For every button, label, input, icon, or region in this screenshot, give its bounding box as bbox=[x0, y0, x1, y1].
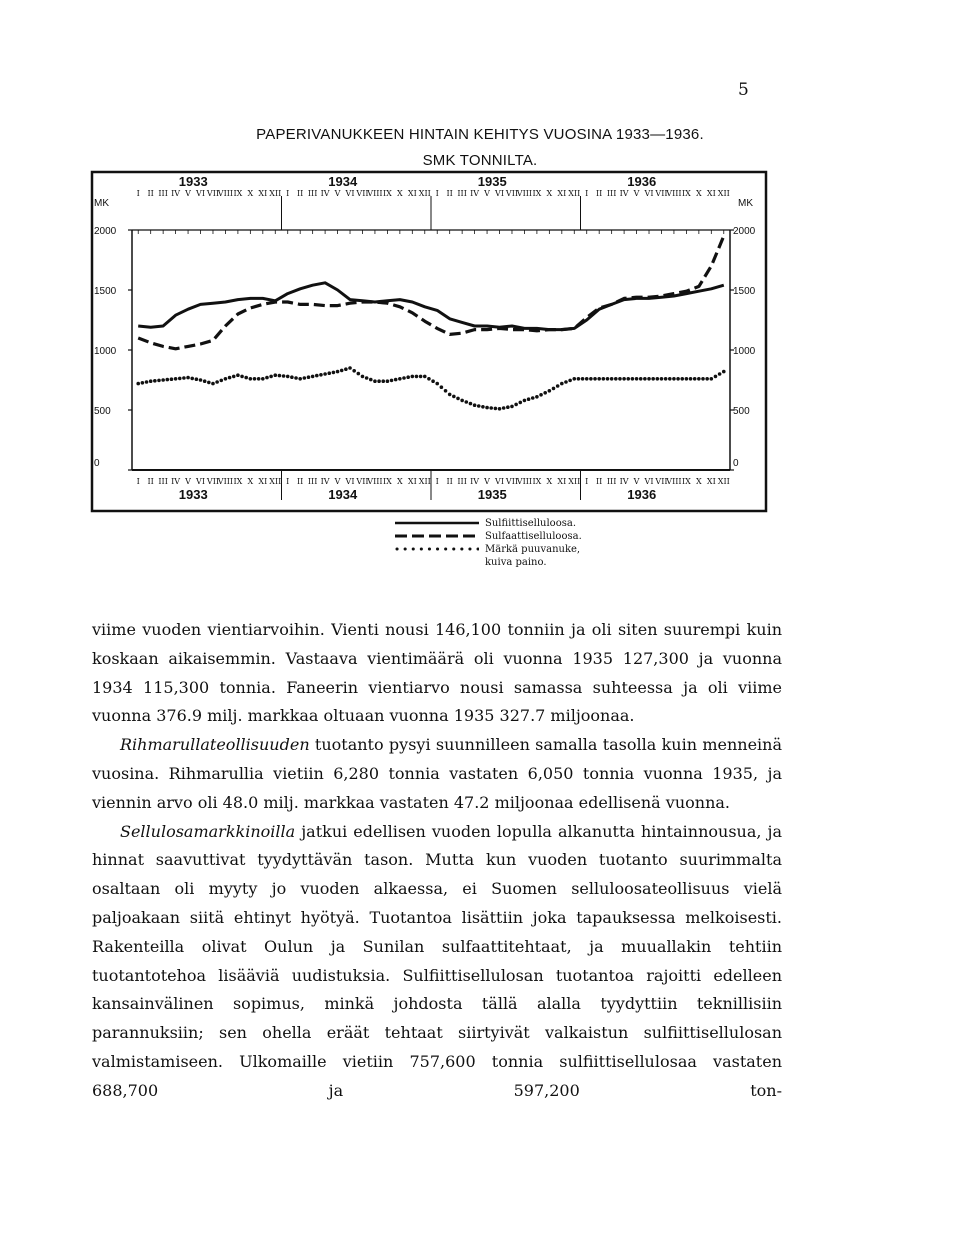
series-point-puuvanuke bbox=[136, 382, 140, 386]
series-point-puuvanuke bbox=[319, 373, 323, 377]
series-point-puuvanuke bbox=[178, 377, 182, 381]
month-label-top: III bbox=[158, 189, 168, 198]
series-point-puuvanuke bbox=[427, 377, 431, 381]
series-point-puuvanuke bbox=[552, 387, 556, 391]
month-label-top: I bbox=[286, 189, 290, 198]
series-point-puuvanuke bbox=[269, 375, 273, 379]
series-point-puuvanuke bbox=[352, 369, 356, 373]
series-point-puuvanuke bbox=[714, 375, 718, 379]
month-label-top: VI bbox=[345, 189, 355, 198]
chart-frame bbox=[92, 172, 766, 511]
series-point-puuvanuke bbox=[215, 380, 219, 384]
month-label-bottom: VI bbox=[644, 477, 654, 486]
month-label-top: III bbox=[457, 189, 467, 198]
year-label-top: 1933 bbox=[178, 174, 208, 189]
series-point-puuvanuke bbox=[286, 375, 290, 379]
series-point-puuvanuke bbox=[348, 366, 352, 370]
month-label-top: IX bbox=[233, 189, 243, 198]
body-text bbox=[92, 616, 782, 1106]
month-label-top: VII bbox=[356, 189, 369, 198]
series-point-puuvanuke bbox=[195, 377, 199, 381]
series-point-puuvanuke bbox=[224, 377, 228, 381]
series-point-puuvanuke bbox=[182, 376, 186, 380]
series-point-puuvanuke bbox=[622, 377, 626, 381]
month-label-bottom: VI bbox=[345, 477, 355, 486]
series-point-puuvanuke bbox=[240, 375, 244, 379]
series-point-puuvanuke bbox=[469, 402, 473, 406]
month-label-top: XI bbox=[258, 189, 268, 198]
series-point-puuvanuke bbox=[523, 399, 527, 403]
series-point-puuvanuke bbox=[701, 377, 705, 381]
series-point-puuvanuke bbox=[431, 379, 435, 383]
series-point-puuvanuke bbox=[527, 397, 531, 401]
series-point-puuvanuke bbox=[357, 372, 361, 376]
price-chart bbox=[90, 170, 770, 515]
month-label-bottom: IX bbox=[681, 477, 691, 486]
legend-sublabel: kuiva paino. bbox=[485, 557, 547, 568]
series-point-puuvanuke bbox=[253, 377, 257, 381]
y-tick-label-left: 2000 bbox=[94, 226, 117, 237]
month-label-bottom: XI bbox=[407, 477, 417, 486]
paragraph-3 bbox=[92, 818, 782, 1106]
month-label-top: XII bbox=[418, 189, 431, 198]
month-label-top: III bbox=[307, 189, 318, 198]
y-tick-label-right: 1000 bbox=[733, 346, 756, 357]
month-label-bottom: X bbox=[397, 477, 403, 486]
series-point-puuvanuke bbox=[332, 371, 336, 375]
month-label-bottom: IX bbox=[532, 477, 542, 486]
series-point-puuvanuke bbox=[165, 378, 169, 382]
paragraph-2 bbox=[92, 731, 782, 817]
series-point-puuvanuke bbox=[394, 378, 398, 382]
series-point-puuvanuke bbox=[261, 377, 265, 381]
series-point-puuvanuke bbox=[668, 377, 672, 381]
series-point-puuvanuke bbox=[473, 403, 477, 407]
series-point-puuvanuke bbox=[581, 377, 585, 381]
month-label-bottom: IV bbox=[171, 477, 181, 486]
series-point-puuvanuke bbox=[186, 376, 190, 380]
month-label-top: VII bbox=[505, 189, 519, 198]
series-point-puuvanuke bbox=[477, 404, 481, 408]
month-label-top: III bbox=[606, 189, 617, 198]
month-label-bottom: IV bbox=[619, 477, 629, 486]
series-point-puuvanuke bbox=[298, 377, 302, 381]
series-point-puuvanuke bbox=[685, 377, 689, 381]
legend-label: Sulfiittiselluloosa. bbox=[485, 518, 576, 529]
series-point-puuvanuke bbox=[618, 377, 622, 381]
month-label-top: I bbox=[585, 189, 589, 198]
series-point-puuvanuke bbox=[502, 406, 506, 410]
series-point-puuvanuke bbox=[577, 377, 581, 381]
series-point-puuvanuke bbox=[697, 377, 701, 381]
y-tick-label-left: 1500 bbox=[94, 286, 117, 297]
series-point-puuvanuke bbox=[464, 400, 468, 404]
series-point-puuvanuke bbox=[435, 382, 439, 386]
series-point-puuvanuke bbox=[390, 379, 394, 383]
series-point-puuvanuke bbox=[693, 377, 697, 381]
series-point-puuvanuke bbox=[273, 373, 277, 377]
month-label-top: IV bbox=[470, 189, 480, 198]
series-point-puuvanuke bbox=[448, 393, 452, 397]
month-label-bottom: V bbox=[334, 477, 341, 486]
series-point-puuvanuke bbox=[631, 377, 635, 381]
month-label-bottom: VI bbox=[495, 477, 504, 486]
series-point-puuvanuke bbox=[232, 375, 236, 379]
series-point-puuvanuke bbox=[174, 377, 178, 381]
series-point-puuvanuke bbox=[207, 381, 211, 385]
series-point-puuvanuke bbox=[643, 377, 647, 381]
month-label-bottom: VIII bbox=[217, 477, 234, 486]
legend-swatch-solid bbox=[395, 519, 479, 527]
series-point-puuvanuke bbox=[572, 377, 576, 381]
month-label-top: X bbox=[247, 189, 254, 198]
month-label-top: XI bbox=[557, 189, 567, 198]
month-label-top: IV bbox=[619, 189, 629, 198]
series-point-puuvanuke bbox=[593, 377, 597, 381]
month-label-bottom: II bbox=[596, 477, 603, 486]
y-unit-left: MK bbox=[94, 198, 109, 209]
series-point-puuvanuke bbox=[602, 377, 606, 381]
series-point-puuvanuke bbox=[311, 375, 315, 379]
month-label-bottom: VI bbox=[196, 477, 205, 486]
y-tick-label-right: 1500 bbox=[733, 286, 756, 297]
series-point-puuvanuke bbox=[452, 395, 456, 399]
legend-label: Märkä puuvanuke, bbox=[485, 544, 581, 555]
legend-swatch-dotted bbox=[395, 545, 479, 553]
series-point-puuvanuke bbox=[278, 374, 282, 378]
y-tick-label-right: 500 bbox=[733, 406, 750, 417]
legend-item-sulfiitti bbox=[395, 517, 582, 530]
series-point-puuvanuke bbox=[614, 377, 618, 381]
series-line-sulfiitti bbox=[138, 283, 724, 330]
year-label-bottom: 1933 bbox=[178, 487, 208, 502]
month-label-bottom: VIII bbox=[367, 477, 383, 486]
series-point-puuvanuke bbox=[564, 380, 568, 384]
month-label-top: XII bbox=[568, 189, 581, 198]
year-label-top: 1934 bbox=[328, 174, 358, 189]
month-label-top: IX bbox=[681, 189, 691, 198]
series-point-puuvanuke bbox=[506, 405, 510, 409]
month-label-bottom: VII bbox=[356, 477, 369, 486]
series-point-puuvanuke bbox=[373, 379, 377, 383]
series-point-puuvanuke bbox=[548, 389, 552, 393]
series-point-puuvanuke bbox=[211, 382, 215, 386]
y-tick-label-right: 2000 bbox=[733, 226, 756, 237]
month-label-top: X bbox=[696, 189, 702, 198]
month-label-bottom: IX bbox=[233, 477, 243, 486]
series-point-puuvanuke bbox=[647, 377, 651, 381]
month-label-bottom: III bbox=[606, 477, 617, 486]
series-point-puuvanuke bbox=[589, 377, 593, 381]
month-label-top: VII bbox=[655, 189, 668, 198]
month-label-bottom: VII bbox=[505, 477, 519, 486]
series-point-puuvanuke bbox=[170, 377, 174, 381]
month-label-bottom: V bbox=[633, 477, 640, 486]
series-point-puuvanuke bbox=[157, 379, 161, 383]
month-label-top: IX bbox=[532, 189, 542, 198]
series-point-puuvanuke bbox=[249, 377, 253, 381]
month-label-top: I bbox=[435, 189, 439, 198]
series-point-puuvanuke bbox=[336, 370, 340, 374]
legend-item-puuvanuke bbox=[395, 543, 582, 556]
series-point-puuvanuke bbox=[556, 384, 560, 388]
month-label-bottom: I bbox=[435, 477, 439, 486]
page-number: 5 bbox=[738, 80, 749, 100]
month-label-top: X bbox=[546, 189, 553, 198]
month-label-bottom: XII bbox=[269, 477, 282, 486]
y-tick-label-right: 0 bbox=[733, 458, 739, 469]
month-label-top: V bbox=[484, 189, 490, 198]
series-point-puuvanuke bbox=[365, 376, 369, 380]
series-point-puuvanuke bbox=[236, 373, 240, 377]
figure-title bbox=[0, 122, 960, 174]
month-label-bottom: VIII bbox=[666, 477, 682, 486]
series-point-puuvanuke bbox=[323, 372, 327, 376]
series-point-puuvanuke bbox=[656, 377, 660, 381]
month-label-top: V bbox=[334, 189, 341, 198]
y-tick-label-left: 500 bbox=[94, 406, 111, 417]
series-point-puuvanuke bbox=[307, 375, 311, 379]
month-label-top: IV bbox=[171, 189, 181, 198]
month-label-top: V bbox=[185, 189, 191, 198]
series-point-puuvanuke bbox=[440, 385, 444, 389]
series-point-puuvanuke bbox=[456, 397, 460, 401]
series-point-puuvanuke bbox=[219, 379, 223, 383]
month-label-bottom: II bbox=[297, 477, 304, 486]
legend-swatch-dashed bbox=[395, 532, 479, 540]
series-point-puuvanuke bbox=[153, 379, 157, 383]
series-point-puuvanuke bbox=[398, 377, 402, 381]
series-point-puuvanuke bbox=[510, 405, 514, 409]
series-point-puuvanuke bbox=[705, 377, 709, 381]
series-point-puuvanuke bbox=[303, 376, 307, 380]
legend-label: Sulfaattiselluloosa. bbox=[485, 531, 582, 542]
month-label-top: IX bbox=[382, 189, 392, 198]
series-point-puuvanuke bbox=[423, 375, 427, 379]
month-label-bottom: X bbox=[546, 477, 553, 486]
series-point-puuvanuke bbox=[411, 375, 415, 379]
series-point-puuvanuke bbox=[340, 369, 344, 373]
series-point-puuvanuke bbox=[485, 406, 489, 410]
series-point-puuvanuke bbox=[315, 374, 319, 378]
month-label-top: VIII bbox=[516, 189, 533, 198]
series-point-puuvanuke bbox=[722, 370, 726, 374]
month-label-top: VII bbox=[206, 189, 220, 198]
series-point-puuvanuke bbox=[672, 377, 676, 381]
month-label-bottom: XI bbox=[706, 477, 716, 486]
series-point-puuvanuke bbox=[635, 377, 639, 381]
month-label-top: VI bbox=[495, 189, 504, 198]
series-point-puuvanuke bbox=[539, 393, 543, 397]
month-label-bottom: IV bbox=[320, 477, 330, 486]
series-point-puuvanuke bbox=[386, 379, 390, 383]
series-point-puuvanuke bbox=[560, 382, 564, 386]
series-point-puuvanuke bbox=[190, 377, 194, 381]
series-point-puuvanuke bbox=[161, 378, 165, 382]
series-point-puuvanuke bbox=[290, 375, 294, 379]
month-label-top: II bbox=[147, 189, 154, 198]
series-point-puuvanuke bbox=[518, 401, 522, 405]
series-point-puuvanuke bbox=[361, 375, 365, 379]
month-label-bottom: I bbox=[136, 477, 140, 486]
series-point-puuvanuke bbox=[660, 377, 664, 381]
month-label-top: XI bbox=[407, 189, 417, 198]
series-point-puuvanuke bbox=[610, 377, 614, 381]
series-point-puuvanuke bbox=[406, 375, 410, 379]
series-point-puuvanuke bbox=[535, 395, 539, 399]
month-label-top: VIII bbox=[666, 189, 682, 198]
series-point-puuvanuke bbox=[228, 376, 232, 380]
series-point-puuvanuke bbox=[597, 377, 601, 381]
paragraph-1: viime vuoden vientiarvoihin. Vienti nousi 146,100 tonniin ja oli siten suurempi kuin koskaan aikaisemmin. Vastaava vientimäärä oli vuonna 1935 127,300 ja vuonna 1934 115,300 tonnia. Faneerin vientiarvo nousi samassa suhteessa ja oli viime vuonna 376.9 milj. markkaa oltuaan vuonna 1935 327.7 miljoonaa. bbox=[92, 620, 782, 726]
series-point-puuvanuke bbox=[489, 406, 493, 410]
series-point-puuvanuke bbox=[244, 376, 248, 380]
year-label-top: 1935 bbox=[477, 174, 507, 189]
month-label-bottom: VIII bbox=[516, 477, 533, 486]
month-label-bottom: XII bbox=[568, 477, 581, 486]
month-label-bottom: V bbox=[484, 477, 490, 486]
series-point-puuvanuke bbox=[531, 396, 535, 400]
month-label-bottom: I bbox=[286, 477, 290, 486]
series-point-puuvanuke bbox=[282, 374, 286, 378]
series-point-puuvanuke bbox=[626, 377, 630, 381]
month-label-top: I bbox=[136, 189, 140, 198]
series-point-puuvanuke bbox=[710, 377, 714, 381]
month-label-top: V bbox=[633, 189, 640, 198]
series-point-puuvanuke bbox=[514, 403, 518, 407]
month-label-bottom: III bbox=[307, 477, 318, 486]
month-label-top: VIII bbox=[367, 189, 383, 198]
month-label-top: VI bbox=[196, 189, 205, 198]
series-point-puuvanuke bbox=[651, 377, 655, 381]
month-label-bottom: III bbox=[457, 477, 467, 486]
month-label-bottom: XII bbox=[717, 477, 730, 486]
series-point-puuvanuke bbox=[498, 407, 502, 411]
month-label-bottom: X bbox=[247, 477, 254, 486]
month-label-bottom: II bbox=[147, 477, 154, 486]
chart-legend bbox=[395, 517, 582, 569]
series-point-puuvanuke bbox=[606, 377, 610, 381]
series-point-puuvanuke bbox=[568, 379, 572, 383]
series-point-puuvanuke bbox=[402, 376, 406, 380]
month-label-bottom: II bbox=[446, 477, 453, 486]
series-point-puuvanuke bbox=[141, 381, 145, 385]
legend-item-sulfaatti bbox=[395, 530, 582, 543]
y-unit-right: MK bbox=[738, 198, 753, 209]
month-label-bottom: IX bbox=[382, 477, 392, 486]
paragraph-2-lead: Rihmarullateollisuuden bbox=[120, 735, 310, 755]
month-label-top: II bbox=[297, 189, 304, 198]
year-label-bottom: 1936 bbox=[627, 487, 657, 502]
y-tick-label-left: 0 bbox=[94, 458, 100, 469]
series-point-puuvanuke bbox=[460, 399, 464, 403]
series-point-puuvanuke bbox=[199, 378, 203, 382]
series-point-puuvanuke bbox=[327, 371, 331, 375]
series-point-puuvanuke bbox=[381, 379, 385, 383]
series-point-puuvanuke bbox=[676, 377, 680, 381]
figure-title-line-1: PAPERIVANUKKEEN HINTAIN KEHITYS VUOSINA 1933—1936. bbox=[256, 126, 704, 143]
month-label-bottom: VII bbox=[655, 477, 668, 486]
series-point-puuvanuke bbox=[639, 377, 643, 381]
month-label-top: X bbox=[397, 189, 403, 198]
month-label-bottom: III bbox=[158, 477, 168, 486]
y-tick-label-left: 1000 bbox=[94, 346, 117, 357]
month-label-top: VI bbox=[644, 189, 654, 198]
paragraph-2-text: tuotanto pysyi suunnilleen samalla tasolla kuin menneinä vuosina. Rihmarullia vietiin 6,280 tonnia vastaten 6,050 tonnia vuonna 1935, ja viennin arvo oli 48.0 milj. markkaa vastaten 47.2 miljoonaa edellisenä vuonna. bbox=[92, 735, 782, 812]
figure-title-line-2: SMK TONNILTA. bbox=[422, 152, 538, 169]
series-point-puuvanuke bbox=[257, 377, 261, 381]
month-label-bottom: XI bbox=[557, 477, 567, 486]
month-label-top: VIII bbox=[217, 189, 234, 198]
series-point-puuvanuke bbox=[444, 389, 448, 393]
month-label-bottom: VII bbox=[206, 477, 220, 486]
series-point-puuvanuke bbox=[543, 391, 547, 395]
year-label-bottom: 1935 bbox=[477, 487, 507, 502]
month-label-bottom: V bbox=[185, 477, 191, 486]
month-label-bottom: IV bbox=[470, 477, 480, 486]
month-label-bottom: XI bbox=[258, 477, 268, 486]
series-point-puuvanuke bbox=[149, 379, 153, 383]
series-point-puuvanuke bbox=[265, 376, 269, 380]
year-label-top: 1936 bbox=[627, 174, 657, 189]
series-point-puuvanuke bbox=[718, 372, 722, 376]
paragraph-3-lead: Sellulosamarkkinoilla bbox=[120, 821, 296, 841]
series-point-puuvanuke bbox=[585, 377, 589, 381]
month-label-top: IV bbox=[320, 189, 330, 198]
month-label-top: XI bbox=[706, 189, 716, 198]
series-point-puuvanuke bbox=[494, 407, 498, 411]
series-point-puuvanuke bbox=[145, 380, 149, 384]
series-point-puuvanuke bbox=[369, 378, 373, 382]
paragraph-3-text: jatkui edellisen vuoden lopulla alkanutta hintainnousua, ja hinnat saavuttivat tyydyttävän tason. Mutta kun vuoden tuotanto suurimmalta osaltaan oli myyty jo vuoden alkaessa, ei Suomen selluloosateollisuus vielä paljoakaan siitä ehtinyt hyötyä. Tuotantoa lisättiin joka tapauksessa melkoisesti. Rakenteilla olivat Oulun ja Sunilan sulfaattitehtaat, ja muuallakin tehtiin tuotantotehoa lisääviä uudistuksia. Sulfiittisellulosan tuotantoa rajoitti edelleen kansainvälinen sopimus, minkä johdosta tällä alalla tyydyttiin teknillisiin parannuksiin; sen ohella eräät tehtaat siirtyivät valkaistun sulfiittisellulosan valmistamiseen. Ulkomaille vietiin 757,600 tonnia sulfiittisellulosaa vastaten 688,700 ja 597,200 ton- bbox=[92, 821, 782, 1100]
series-point-puuvanuke bbox=[689, 377, 693, 381]
month-label-top: II bbox=[446, 189, 453, 198]
series-point-puuvanuke bbox=[419, 375, 423, 379]
series-point-puuvanuke bbox=[664, 377, 668, 381]
month-label-bottom: XII bbox=[418, 477, 431, 486]
month-label-top: XII bbox=[269, 189, 282, 198]
series-point-puuvanuke bbox=[294, 376, 298, 380]
series-point-puuvanuke bbox=[680, 377, 684, 381]
series-line-sulfaatti bbox=[138, 236, 724, 349]
series-point-puuvanuke bbox=[203, 379, 207, 383]
series-point-puuvanuke bbox=[344, 367, 348, 371]
series-point-puuvanuke bbox=[415, 375, 419, 379]
month-label-top: II bbox=[596, 189, 603, 198]
series-point-puuvanuke bbox=[481, 405, 485, 409]
month-label-bottom: I bbox=[585, 477, 589, 486]
year-label-bottom: 1934 bbox=[328, 487, 358, 502]
series-point-puuvanuke bbox=[377, 379, 381, 383]
month-label-top: XII bbox=[717, 189, 730, 198]
month-label-bottom: X bbox=[696, 477, 702, 486]
